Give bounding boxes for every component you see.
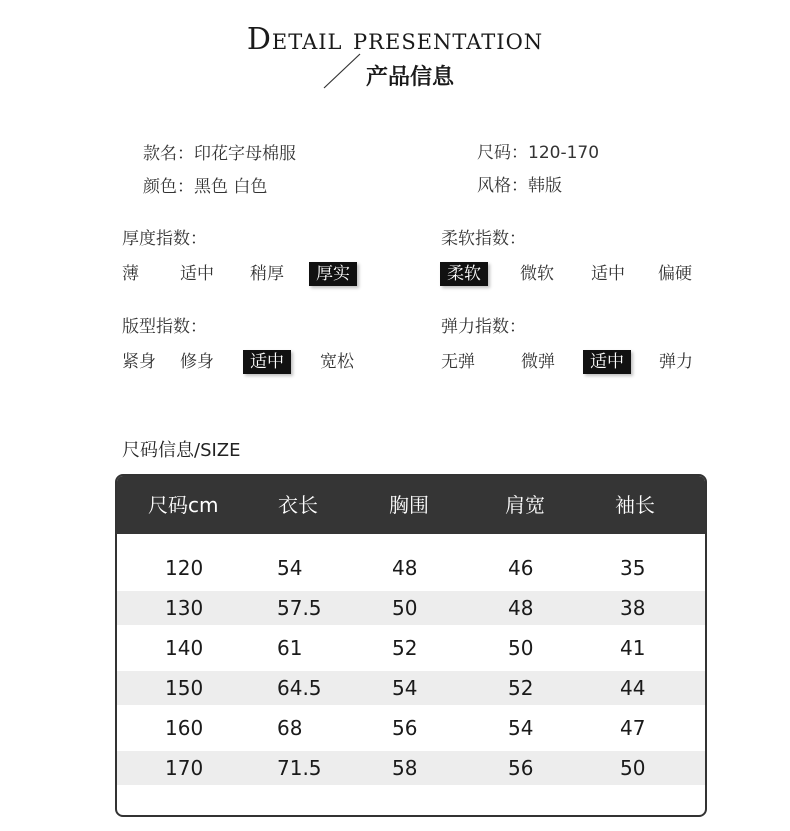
cell-sleeve: 41 bbox=[620, 636, 646, 660]
softness-option-slightly-soft: 微软 bbox=[520, 264, 554, 284]
thickness-option-thick-selected: 厚实 bbox=[309, 262, 357, 286]
info-size-range: 尺码：120-170 bbox=[477, 143, 600, 163]
header-shoulder: 肩宽 bbox=[505, 493, 545, 517]
cell-sleeve: 44 bbox=[620, 676, 646, 700]
elasticity-option-medium-selected: 适中 bbox=[583, 350, 631, 374]
size-info-title: 尺码信息/SIZE bbox=[122, 440, 241, 461]
cell-sleeve: 35 bbox=[620, 556, 646, 580]
thickness-option-medium: 适中 bbox=[180, 264, 214, 284]
thickness-option-slightly-thick: 稍厚 bbox=[250, 264, 284, 284]
page-title-english bbox=[0, 22, 790, 57]
cell-chest: 56 bbox=[392, 716, 418, 740]
header-length: 衣长 bbox=[278, 493, 318, 517]
cell-length: 64.5 bbox=[277, 676, 322, 700]
cell-shoulder: 54 bbox=[508, 716, 534, 740]
cell-length: 71.5 bbox=[277, 756, 322, 780]
info-colors: 颜色：黑色 白色 bbox=[143, 177, 268, 197]
thickness-index-label: 厚度指数： bbox=[122, 229, 207, 249]
cell-shoulder: 56 bbox=[508, 756, 534, 780]
cell-chest: 52 bbox=[392, 636, 418, 660]
cell-shoulder: 46 bbox=[508, 556, 534, 580]
cell-size: 160 bbox=[165, 716, 204, 740]
title-resentation: resentation bbox=[368, 22, 544, 57]
thickness-option-thin: 薄 bbox=[122, 264, 139, 284]
cell-size: 140 bbox=[165, 636, 204, 660]
header-chest: 胸围 bbox=[389, 493, 429, 517]
fit-option-tight: 紧身 bbox=[122, 352, 156, 372]
size-table-header bbox=[117, 476, 705, 534]
table-row bbox=[117, 751, 705, 785]
elasticity-option-none: 无弹 bbox=[441, 352, 475, 372]
table-row bbox=[117, 591, 705, 625]
cell-size: 120 bbox=[165, 556, 204, 580]
page-subtitle: 产品信息 bbox=[366, 65, 455, 90]
cell-size: 150 bbox=[165, 676, 204, 700]
header-sleeve: 袖长 bbox=[615, 493, 655, 517]
title-big-d: D bbox=[246, 22, 272, 57]
table-row bbox=[117, 551, 705, 585]
table-row bbox=[117, 671, 705, 705]
cell-size: 170 bbox=[165, 756, 204, 780]
cell-length: 57.5 bbox=[277, 596, 322, 620]
cell-shoulder: 52 bbox=[508, 676, 534, 700]
title-etail: etail bbox=[271, 22, 343, 57]
cell-sleeve: 38 bbox=[620, 596, 646, 620]
cell-chest: 54 bbox=[392, 676, 418, 700]
elasticity-option-slight: 微弹 bbox=[521, 352, 555, 372]
fit-option-loose: 宽松 bbox=[320, 352, 354, 372]
softness-option-medium: 适中 bbox=[591, 264, 625, 284]
header-size-cm: 尺码cm bbox=[148, 493, 219, 517]
softness-option-firm: 偏硬 bbox=[658, 264, 692, 284]
title-slash-decoration bbox=[322, 48, 362, 90]
cell-sleeve: 47 bbox=[620, 716, 646, 740]
elasticity-option-stretchy: 弹力 bbox=[659, 352, 693, 372]
info-product-name: 款名：印花字母棉服 bbox=[143, 144, 296, 164]
fit-option-slim: 修身 bbox=[180, 352, 214, 372]
cell-chest: 48 bbox=[392, 556, 418, 580]
title-big-p: p bbox=[353, 22, 369, 57]
fit-index-label: 版型指数： bbox=[122, 317, 207, 337]
table-row bbox=[117, 631, 705, 665]
cell-length: 61 bbox=[277, 636, 303, 660]
fit-option-regular-selected: 适中 bbox=[243, 350, 291, 374]
softness-index-label: 柔软指数： bbox=[441, 229, 526, 249]
cell-shoulder: 48 bbox=[508, 596, 534, 620]
cell-chest: 58 bbox=[392, 756, 418, 780]
cell-sleeve: 50 bbox=[620, 756, 646, 780]
size-table bbox=[115, 474, 707, 817]
cell-chest: 50 bbox=[392, 596, 418, 620]
table-row bbox=[117, 711, 705, 745]
cell-length: 68 bbox=[277, 716, 303, 740]
elasticity-index-label: 弹力指数： bbox=[441, 317, 526, 337]
info-style: 风格：韩版 bbox=[477, 176, 562, 196]
cell-length: 54 bbox=[277, 556, 303, 580]
cell-size: 130 bbox=[165, 596, 204, 620]
softness-option-soft-selected: 柔软 bbox=[440, 262, 488, 286]
cell-shoulder: 50 bbox=[508, 636, 534, 660]
